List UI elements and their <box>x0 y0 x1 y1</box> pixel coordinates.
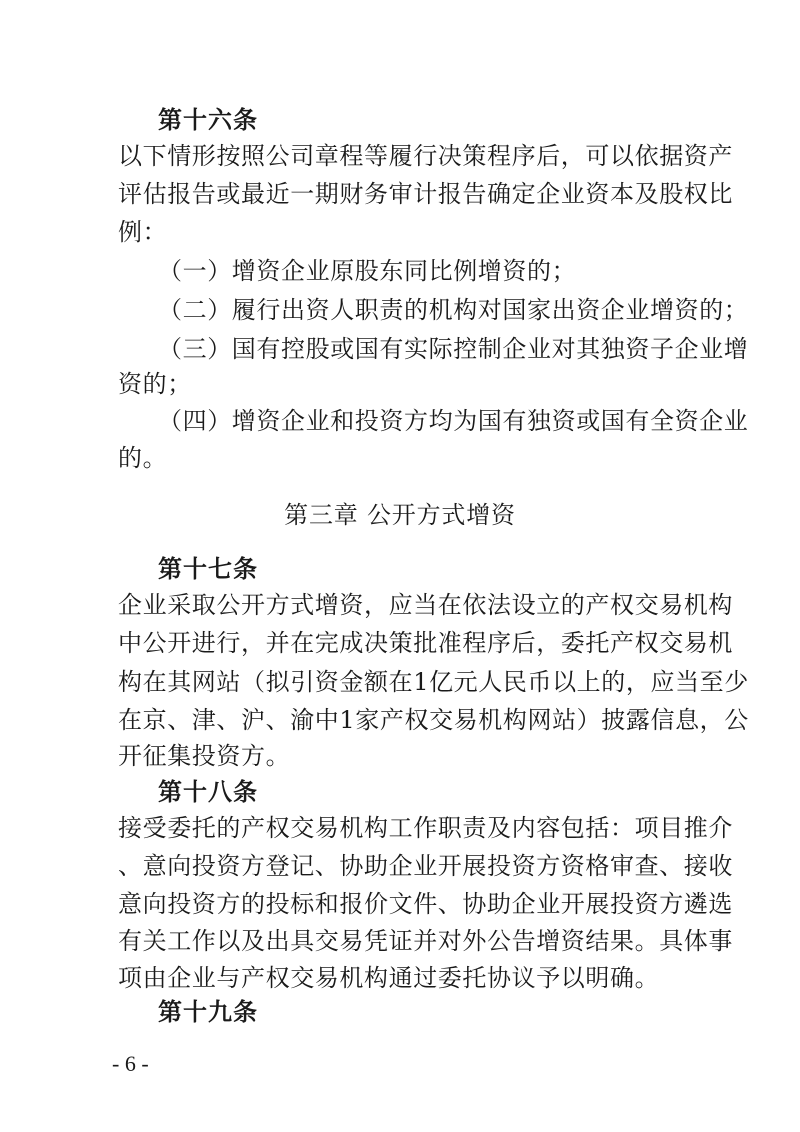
article-18-line-3: 意向投资方的投标和报价文件、协助企业开展投资方遴选 <box>118 890 733 918</box>
article-17-line-2: 中公开进行，并在完成决策批准程序后，委托产权交易机 <box>118 629 733 657</box>
article-19-heading: 第十九条 <box>158 998 258 1026</box>
article-17-heading: 第十七条 <box>158 555 258 583</box>
article-16-item-4: （四）增资企业和投资方均为国有独资或国有全资企业 <box>158 407 749 435</box>
article-17-line-1: 企业采取公开方式增资，应当在依法设立的产权交易机构 <box>118 591 733 619</box>
article-16-item-3: （三）国有控股或国有实际控制企业对其独资子企业增 <box>158 335 749 363</box>
article-18-line-4: 有关工作以及出具交易凭证并对外公告增资结果。具体事 <box>118 927 733 955</box>
article-18-line-2: 、意向投资方登记、协助企业开展投资方资格审查、接收 <box>118 852 733 880</box>
article-16-item-4-cont: 的。 <box>118 444 168 472</box>
article-17-line-5: 开征集投资方。 <box>118 742 291 770</box>
article-16-item-3-cont: 资的； <box>118 370 192 398</box>
article-16-line-3: 例： <box>118 218 168 246</box>
article-18-line-1: 接受委托的产权交易机构工作职责及内容包括：项目推介 <box>118 814 733 842</box>
article-16-heading: 第十六条 <box>158 106 258 134</box>
article-16-line-1: 以下情形按照公司章程等履行决策程序后，可以依据资产 <box>118 142 733 170</box>
article-18-heading: 第十八条 <box>158 778 258 806</box>
article-16-item-2: （二）履行出资人职责的机构对国家出资企业增资的； <box>158 296 749 324</box>
article-17-line-4: 在京、津、沪、渝中1家产权交易机构网站）披露信息，公 <box>118 706 749 734</box>
article-18-line-5: 项由企业与产权交易机构通过委托协议予以明确。 <box>118 964 660 992</box>
article-17-line-3: 构在其网站（拟引资金额在1亿元人民币以上的，应当至少 <box>118 668 749 696</box>
article-16-line-2: 评估报告或最近一期财务审计报告确定企业资本及股权比 <box>118 180 733 208</box>
page-number: - 6 - <box>112 1051 149 1076</box>
chapter-3-title: 第三章 公开方式增资 <box>284 501 516 529</box>
article-16-item-1: （一）增资企业原股东同比例增资的； <box>158 257 577 285</box>
